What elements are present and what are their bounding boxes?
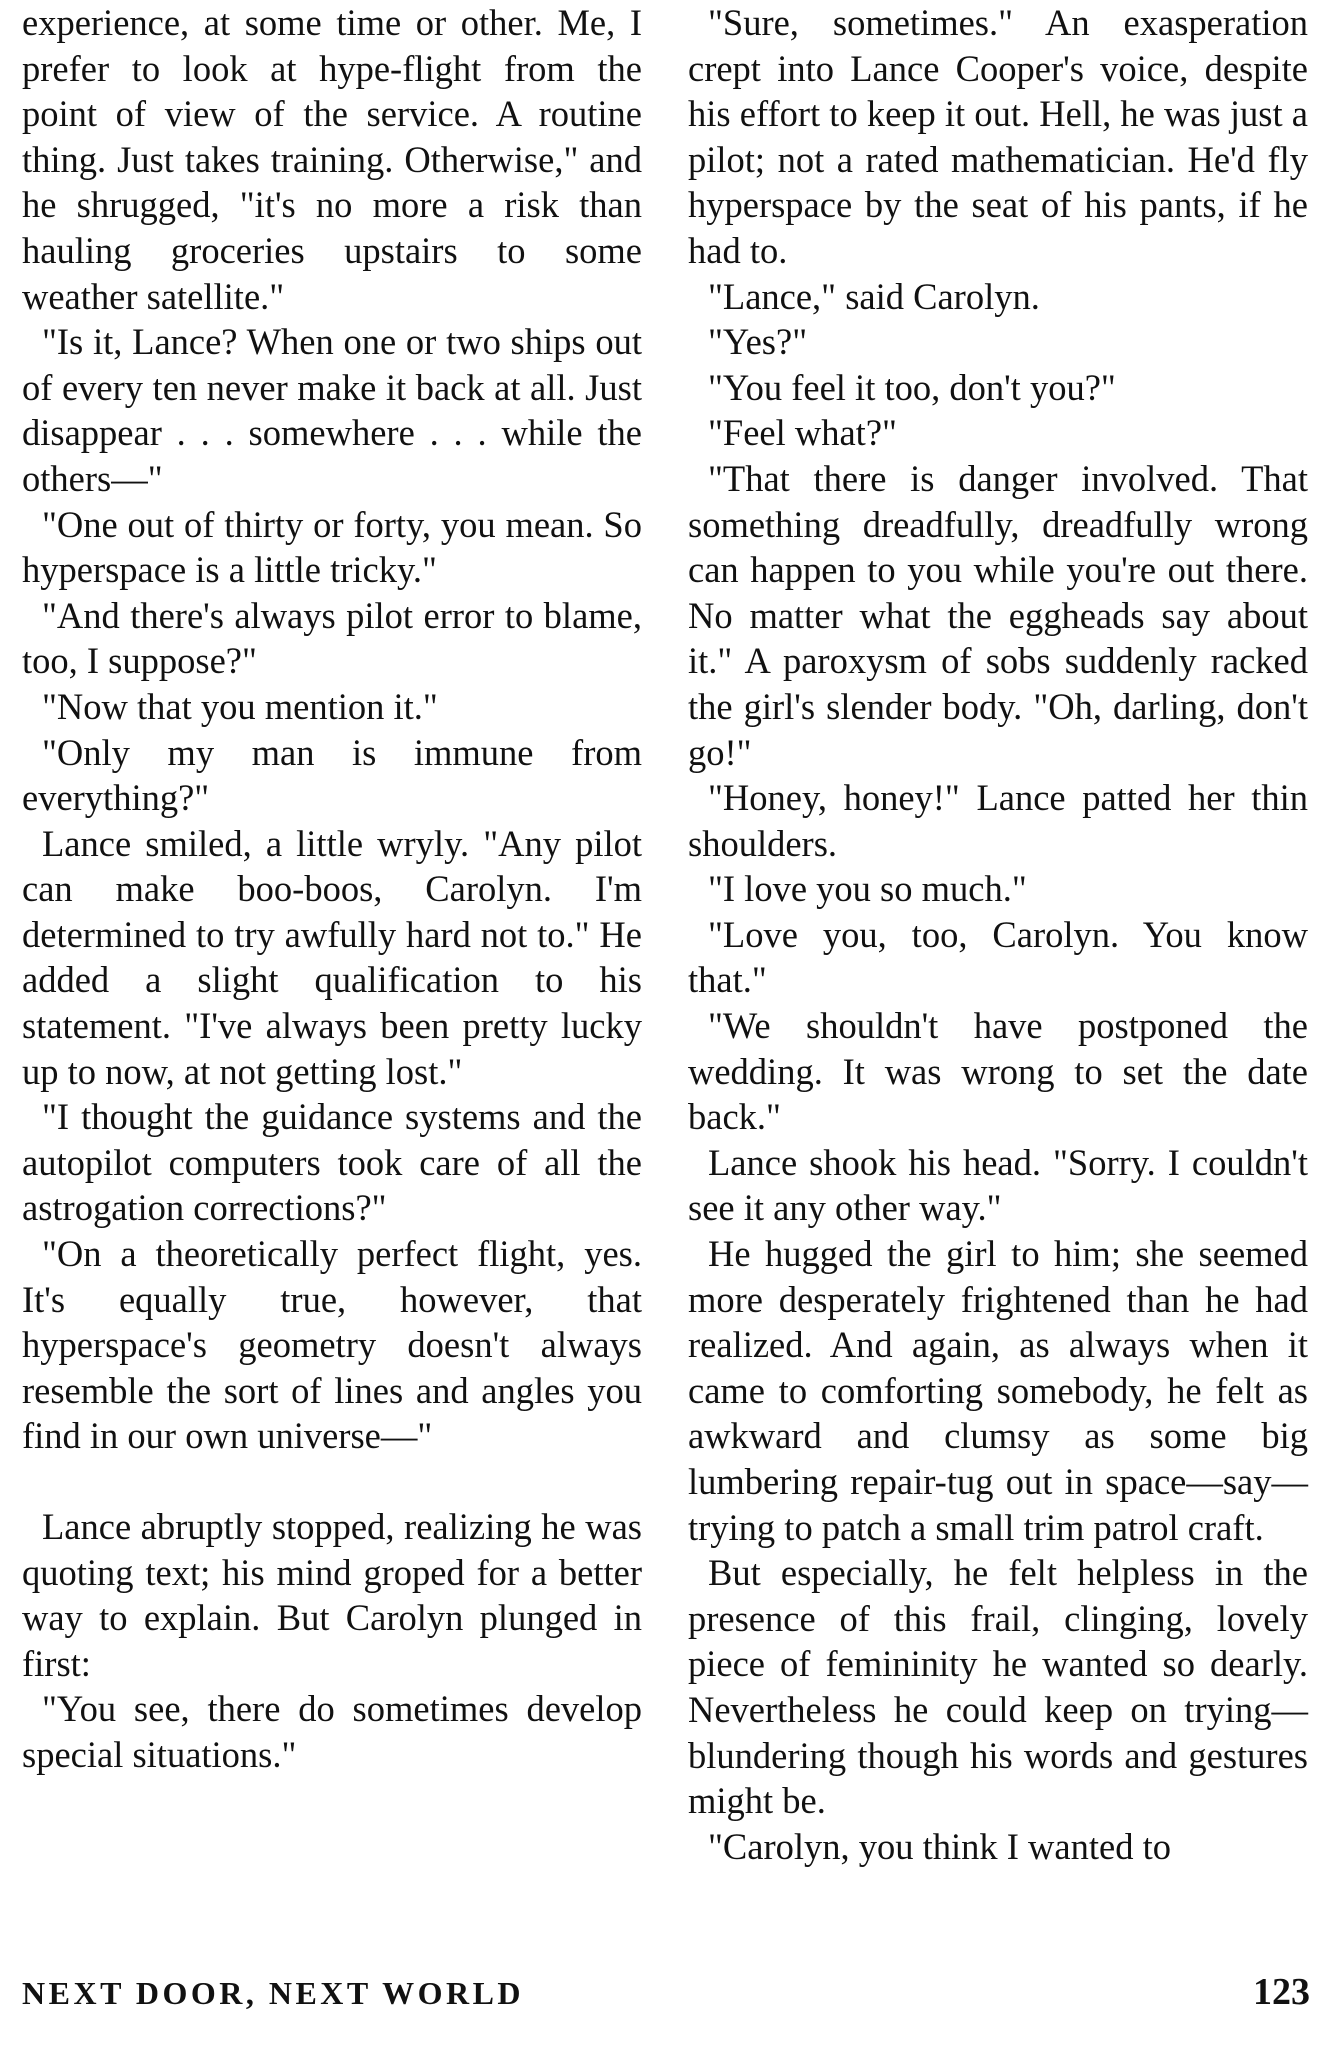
paragraph: But especially, he felt helpless in the presence of this frail, clinging, lovely piece of femininity he wanted so dearly. Nevertheless he could keep on trying—blundering though his words and gestures might be. <box>688 1552 1308 1822</box>
paragraph: "That there is danger involved. That something dreadfully, dreadfully wrong can happen to you while you're out there. No matter what the eggheads say about it." A paroxysm of sobs suddenly racked the girl's slender body. "Oh, darling, don't go!" <box>688 457 1308 773</box>
paragraph: "I thought the guidance systems and the autopilot computers took care of all the astrogation corrections?" <box>22 1096 642 1229</box>
paragraph: "One out of thirty or forty, you mean. So hyperspace is a little tricky." <box>22 503 642 591</box>
paragraph: Lance abruptly stopped, realizing he was quoting text; his mind groped for a better way to explain. But Carolyn plunged in first: <box>22 1506 642 1684</box>
paragraph: "Honey, honey!" Lance patted her thin shoulders. <box>688 777 1308 864</box>
paragraph: Lance shook his head. "Sorry. I couldn't see it any other way." <box>688 1141 1308 1229</box>
page-footer <box>22 1970 1310 2014</box>
paragraph: "Feel what?" <box>708 412 897 454</box>
paragraph: "Yes?" <box>708 321 808 363</box>
paragraph: "Now that you mention it." <box>42 685 438 727</box>
paragraph: experience, at some time or other. Me, I prefer to look at hype-flight from the point of view of the service. A routine thing. Just takes training. Otherwise," and he shrugged, "it's no more a risk than hauling groceries upstairs to some weather satellite." <box>22 2 642 317</box>
paragraph: "Carolyn, you think I wanted to <box>708 1825 1171 1867</box>
left-column <box>22 0 642 1778</box>
paragraph: "We shouldn't have postponed the wedding. It was wrong to set the date back." <box>688 1005 1308 1138</box>
paragraph: "You see, there do sometimes develop special situations." <box>22 1688 642 1775</box>
paragraph: "Love you, too, Carolyn. You know that." <box>688 913 1308 1001</box>
paragraph: "Lance," said Carolyn. <box>708 275 1040 317</box>
paragraph: He hugged the girl to him; she seemed more desperately frightened than he had realized. And again, as always when it came to comforting somebody, he felt as awkward and clumsy as some big lumbering repair-tug out in space—say—trying to patch a small trim patrol craft. <box>688 1233 1308 1548</box>
paragraph: "On a theoretically perfect flight, yes. It's equally true, however, that hyperspace's geometry doesn't always resemble the sort of lines and angles you find in our own universe—" <box>22 1233 642 1457</box>
paragraph: "Only my man is immune from everything?" <box>22 731 642 819</box>
paragraph: "You feel it too, don't you?" <box>708 366 1116 408</box>
right-column <box>688 0 1308 1869</box>
paragraph: Lance smiled, a little wryly. "Any pilot can make boo-boos, Carolyn. I'm determined to try awfully hard not to." He added a slight qualification to his statement. "I've always been pretty lucky up to now, at not getting lost." <box>22 822 642 1092</box>
paragraph: "And there's always pilot error to blame, too, I suppose?" <box>22 594 642 682</box>
paragraph: "Sure, sometimes." An exasperation crept into Lance Cooper's voice, despite his effort to keep it out. Hell, he was just a pilot; not a rated mathematician. He'd fly hyperspace by the seat of his pants, if he had to. <box>688 2 1308 271</box>
running-title: NEXT DOOR, NEXT WORLD <box>22 1975 525 2011</box>
paragraph: "I love you so much." <box>708 868 1027 910</box>
page-number: 123 <box>1253 1971 1310 2013</box>
paragraph: "Is it, Lance? When one or two ships out of every ten never make it back at all. Just disappear . . . somewhere . . . while the others—" <box>22 321 642 499</box>
